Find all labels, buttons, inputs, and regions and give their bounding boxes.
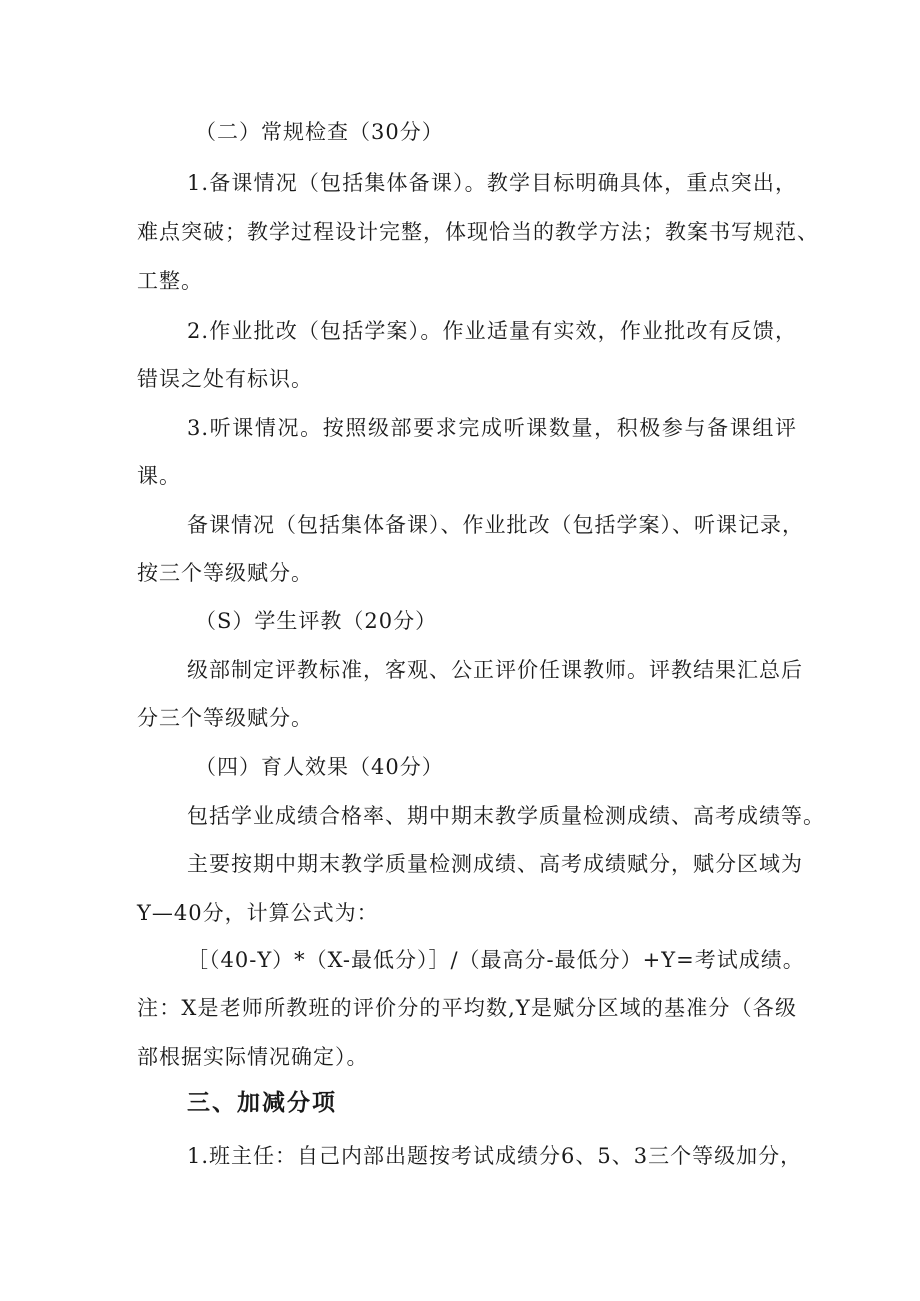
paragraph-line: 课。 [137,464,181,488]
paragraph-line: 2.作业批改（包括学案）。作业适量有实效，作业批改有反馈， [187,319,797,343]
paragraph-line: 级部制定评教标准，客观、公正评价任课教师。评教结果汇总后 [187,658,803,682]
section-heading-routine-check: （二）常规检查（30分） [195,120,444,144]
note-line: 注：X是老师所教班的评价分的平均数,Y是赋分区域的基准分（各级 [137,996,797,1020]
section-heading-education-effect: （四）育人效果（40分） [195,755,444,779]
paragraph-line: 按三个等级赋分。 [137,561,313,585]
paragraph-line: Y—40分，计算公式为： [137,901,379,925]
note-line: 部根据实际情况确定）。 [137,1045,369,1069]
paragraph-line: 备课情况（包括集体备课）、作业批改（包括学案）、听课记录， [187,513,804,537]
section-heading-bonus-deduction: 三、加减分项 [187,1090,337,1116]
paragraph-line: 难点突破；教学过程设计完整，体现恰当的教学方法；教案书写规范、 [137,220,819,244]
paragraph-line: 主要按期中期末教学质量检测成绩、高考成绩赋分，赋分区域为 [187,852,803,876]
paragraph-line: 工整。 [137,269,203,293]
paragraph-line: 1.班主任：自己内部出题按考试成绩分6、5、3三个等级加分， [187,1144,803,1168]
paragraph-line: 包括学业成绩合格率、期中期末教学质量检测成绩、高考成绩等。 [187,804,825,828]
paragraph-line: 分三个等级赋分。 [137,706,313,730]
section-heading-student-evaluation: （S）学生评教（20分） [195,609,438,633]
paragraph-line: 1.备课情况（包括集体备课）。教学目标明确具体，重点突出， [187,171,797,195]
formula-line: ［（40-Y）*（X-最低分）］/（最高分-最低分）+Y=考试成绩。 [187,948,805,972]
paragraph-line: 3.听课情况。按照级部要求完成听课数量，积极参与备课组评 [187,416,797,440]
paragraph-line: 错误之处有标识。 [137,367,313,391]
